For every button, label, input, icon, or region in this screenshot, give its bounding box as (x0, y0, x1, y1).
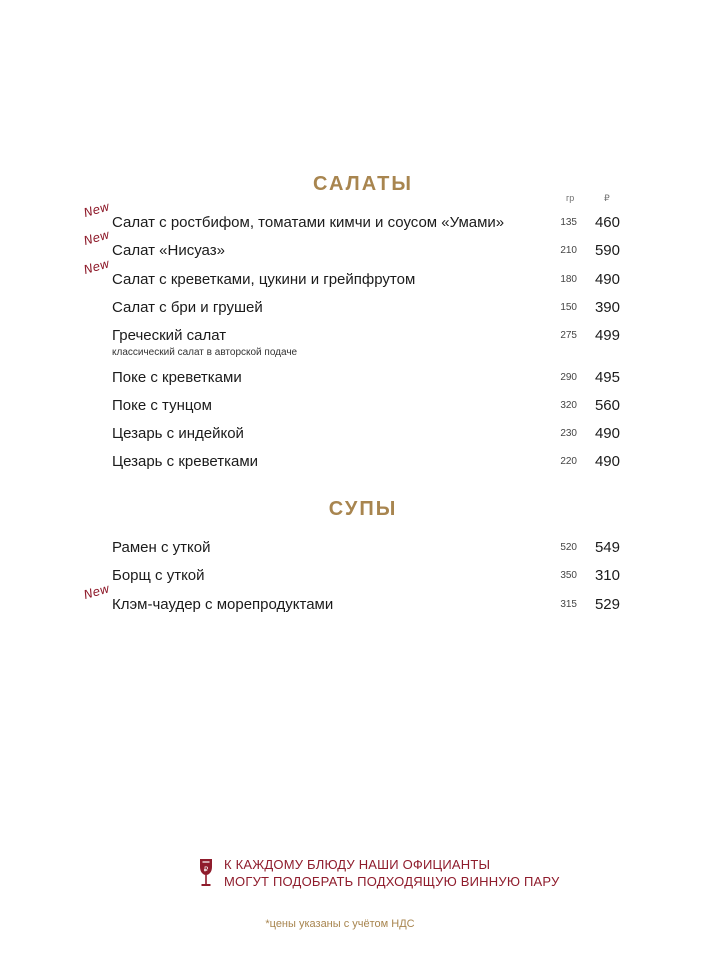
new-badge: New (82, 199, 112, 220)
wine-note-line-1: К КАЖДОМУ БЛЮДУ НАШИ ОФИЦИАНТЫ (224, 857, 491, 872)
item-grams: 150 (560, 302, 577, 313)
item-name: Греческий салат (112, 327, 227, 344)
item-name: Цезарь с креветками (112, 453, 259, 470)
item-name: Клэм-чаудер с морепродуктами (112, 596, 334, 613)
item-name: Салат «Нисуаз» (112, 242, 225, 259)
item-description: классический салат в авторской подаче (112, 347, 298, 358)
item-name: Рамен с уткой (112, 539, 211, 556)
wine-glass-icon (198, 858, 214, 888)
price-column-header: ₽ (604, 193, 610, 203)
item-grams: 520 (560, 542, 577, 553)
item-name: Салат с креветками, цукини и грейпфрутом (112, 271, 416, 288)
item-grams: 320 (560, 400, 577, 411)
soups-title: СУПЫ (328, 498, 398, 520)
vat-note: *цены указаны с учётом НДС (265, 918, 415, 930)
item-grams: 315 (560, 599, 577, 610)
new-badge: New (82, 256, 112, 277)
item-price: 529 (594, 596, 620, 613)
item-price: 499 (594, 327, 620, 344)
item-grams: 290 (560, 372, 577, 383)
item-name: Поке с тунцом (112, 397, 212, 414)
item-price: 495 (594, 369, 620, 386)
new-badge: New (82, 227, 112, 248)
item-price: 560 (594, 397, 620, 414)
item-grams: 230 (560, 428, 577, 439)
salads-title: САЛАТЫ (313, 173, 413, 195)
item-grams: 135 (560, 217, 577, 228)
item-grams: 220 (560, 456, 577, 467)
item-name: Салат с ростбифом, томатами кимчи и соусом «Умами» (112, 214, 505, 231)
wine-note-line-2: МОГУТ ПОДОБРАТЬ ПОДХОДЯЩУЮ ВИННУЮ ПАРУ (224, 874, 560, 889)
item-name: Салат с бри и грушей (112, 299, 263, 316)
svg-text:₽: ₽ (203, 865, 209, 874)
new-badge: New (82, 581, 112, 602)
item-price: 490 (594, 425, 620, 442)
item-price: 490 (594, 453, 620, 470)
item-name: Борщ с уткой (112, 567, 205, 584)
item-price: 549 (594, 539, 620, 556)
item-name: Поке с креветками (112, 369, 242, 386)
item-price: 390 (594, 299, 620, 316)
grams-column-header: гр (566, 193, 575, 203)
item-price: 460 (594, 214, 620, 231)
item-price: 590 (594, 242, 620, 259)
item-grams: 350 (560, 570, 577, 581)
item-name: Цезарь с индейкой (112, 425, 244, 442)
item-grams: 210 (560, 245, 577, 256)
item-price: 310 (594, 567, 620, 584)
item-grams: 275 (560, 330, 577, 341)
item-price: 490 (594, 271, 620, 288)
item-grams: 180 (560, 274, 577, 285)
